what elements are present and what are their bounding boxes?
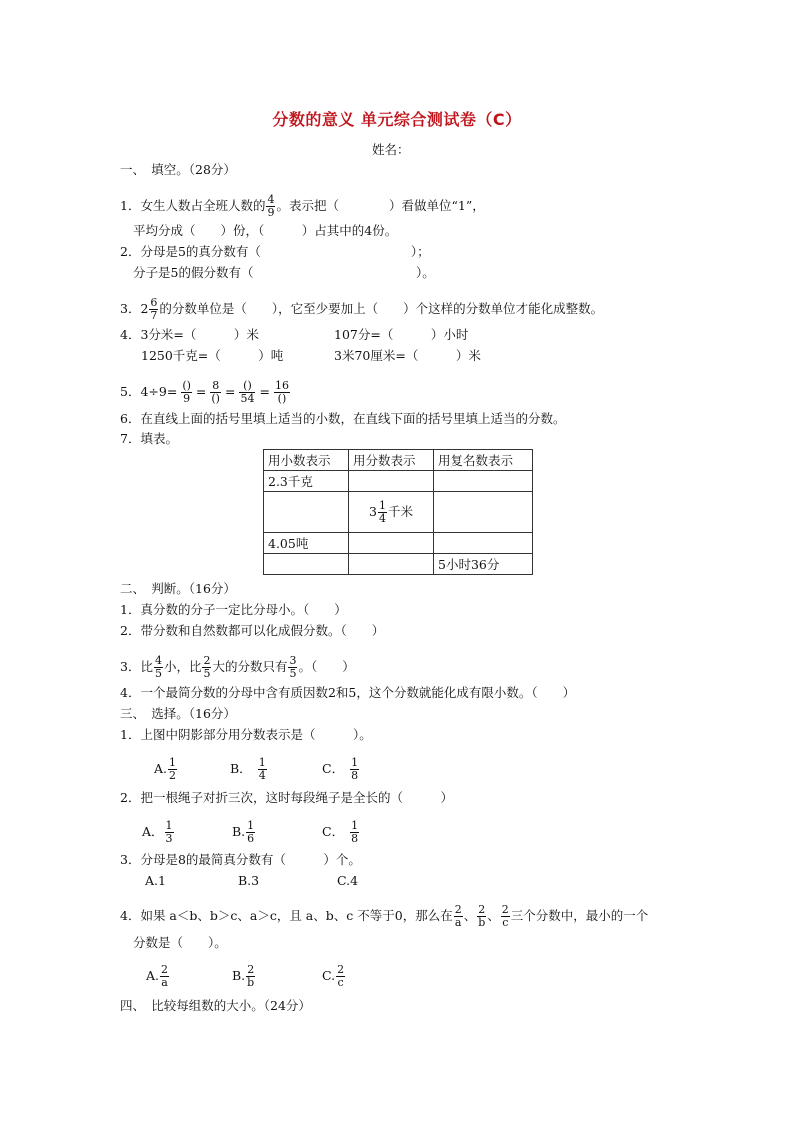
fraction-denominator: 8 bbox=[351, 832, 359, 845]
fraction-denominator: 8 bbox=[351, 769, 359, 782]
table-header-cell: 用复名数表示 bbox=[434, 450, 533, 471]
fraction-denominator: 4 bbox=[258, 769, 266, 782]
fraction-numerator: 2 bbox=[454, 903, 462, 916]
fraction-numerator: 1 bbox=[165, 819, 173, 832]
s3-q3-option-b: B.3 bbox=[238, 873, 260, 888]
table-cell bbox=[264, 492, 349, 533]
s3-q2-option-b bbox=[232, 820, 256, 845]
fraction-2-over-b bbox=[477, 904, 486, 929]
option-fraction bbox=[246, 964, 255, 989]
s1-q5-fraction-2 bbox=[210, 380, 221, 405]
fraction-numerator: 16 bbox=[274, 379, 289, 392]
fraction-2-over-a bbox=[454, 904, 463, 929]
fraction-numerator: () bbox=[239, 380, 255, 393]
mixed-fraction bbox=[378, 500, 387, 525]
s1-q6: 6．在直线上面的括号里填上适当的小数，在直线下面的括号里填上适当的分数。 bbox=[120, 411, 566, 426]
fraction-numerator: 2 bbox=[203, 654, 211, 667]
table-row bbox=[264, 554, 533, 575]
table-cell: 2.3千克 bbox=[264, 471, 349, 492]
s2-q3-text: 小，比 bbox=[163, 659, 202, 674]
table-cell bbox=[349, 492, 434, 533]
fraction-denominator: c bbox=[502, 916, 509, 929]
option-fraction bbox=[336, 964, 345, 989]
s1-q3-fraction bbox=[149, 297, 158, 322]
s1-q1-post: 。表示把（ ）看做单位“1”， bbox=[276, 198, 485, 213]
option-label: C. bbox=[322, 968, 336, 983]
table-header-row bbox=[264, 450, 533, 471]
s2-q3-fraction-2 bbox=[202, 655, 211, 680]
option-label: A． bbox=[142, 824, 164, 839]
separator: 、 bbox=[463, 908, 477, 923]
table-cell: 4.05吨 bbox=[264, 533, 349, 554]
fraction-denominator: a bbox=[161, 976, 168, 989]
section-3-heading: 三、 选择。（16分） bbox=[120, 706, 236, 721]
page-title: 分数的意义 单元综合测试卷（C） bbox=[272, 110, 522, 129]
mixed-whole: 3 bbox=[369, 503, 377, 519]
section-2-heading: 二、 判断。（16分） bbox=[120, 581, 236, 596]
fraction-numerator: 1 bbox=[258, 756, 266, 769]
s1-q1-pre: 1．女生人数占全班人数的 bbox=[120, 198, 266, 213]
fraction-denominator: 7 bbox=[150, 309, 158, 322]
option-label: B． bbox=[230, 761, 252, 776]
fraction-denominator: 9 bbox=[267, 206, 275, 219]
fraction-numerator: 8 bbox=[212, 379, 220, 392]
fraction-numerator: 1 bbox=[169, 756, 177, 769]
s1-q4-a: 4．3分米=（ ）米 bbox=[120, 327, 259, 342]
unit-label: 千米 bbox=[387, 503, 413, 519]
s3-q4-option-a bbox=[146, 964, 170, 989]
table-row bbox=[264, 533, 533, 554]
s3-q3-option-a: A.1 bbox=[145, 873, 166, 888]
fraction-denominator: c bbox=[337, 976, 344, 989]
s3-q2-option-a bbox=[142, 820, 175, 845]
table-cell bbox=[434, 533, 533, 554]
table-cell bbox=[349, 471, 434, 492]
fraction-numerator: 2 bbox=[478, 903, 486, 916]
s1-q4-c: 1250千克=（ ）吨 bbox=[141, 348, 284, 363]
s3-q1-option-c bbox=[322, 757, 360, 782]
equals-sign: = bbox=[259, 384, 270, 399]
s1-q5 bbox=[120, 380, 294, 405]
option-label: A. bbox=[154, 761, 168, 776]
s1-q5-fraction-3 bbox=[239, 380, 255, 405]
s1-q4-d: 3米70厘米=（ ）米 bbox=[334, 348, 481, 363]
fraction-numerator: 6 bbox=[150, 296, 158, 309]
s2-q3-text: 大的分数只有 bbox=[212, 659, 288, 674]
s1-q5-fraction-4 bbox=[274, 380, 290, 405]
fraction-denominator: 6 bbox=[247, 832, 255, 845]
table-cell: 5小时36分 bbox=[434, 554, 533, 575]
fraction-numerator: 2 bbox=[501, 903, 509, 916]
fraction-numerator: 1 bbox=[378, 498, 386, 512]
s2-q3-text: 3．比 bbox=[120, 659, 153, 674]
s1-q7: 7．填表。 bbox=[120, 431, 178, 446]
fraction-numerator: 3 bbox=[289, 654, 297, 667]
option-fraction bbox=[160, 964, 169, 989]
fraction-numerator: 4 bbox=[154, 654, 162, 667]
table-cell bbox=[434, 471, 533, 492]
table-cell bbox=[349, 533, 434, 554]
s2-q3-text: 。（ ） bbox=[298, 659, 355, 674]
s3-q4-line2: 分数是（ ）。 bbox=[133, 935, 227, 950]
s3-q3-option-c: C.4 bbox=[337, 873, 359, 888]
s1-q4-b: 107分=（ ）小时 bbox=[334, 327, 469, 342]
fraction-denominator: 4 bbox=[378, 511, 386, 525]
fraction-numerator: 1 bbox=[247, 819, 255, 832]
s3-q4-line1 bbox=[120, 904, 648, 929]
fraction-denominator: 5 bbox=[203, 667, 211, 680]
fraction-denominator: 3 bbox=[165, 832, 173, 845]
fraction-numerator: 1 bbox=[351, 756, 359, 769]
table-cell bbox=[349, 554, 434, 575]
separator: 、 bbox=[487, 908, 500, 923]
option-fraction bbox=[258, 757, 267, 782]
fraction-denominator: 5 bbox=[289, 667, 297, 680]
fraction-denominator: () bbox=[277, 392, 287, 405]
table-row bbox=[264, 471, 533, 492]
fraction-numerator: 2 bbox=[247, 963, 255, 976]
fraction-numerator: 2 bbox=[161, 963, 169, 976]
option-label: A. bbox=[146, 968, 160, 983]
s3-q4-text: 4．如果 a＜b、b＞c、a＞c，且 a、b、c 不等于0，那么在 bbox=[120, 908, 453, 923]
s3-q4-option-b bbox=[232, 964, 256, 989]
s2-q3-fraction-3 bbox=[288, 655, 297, 680]
table-cell bbox=[434, 492, 533, 533]
s1-q1-line1 bbox=[120, 194, 485, 219]
s2-q3 bbox=[120, 655, 355, 680]
s2-q4: 4．一个最简分数的分母中含有质因数2和5，这个分数就能化成有限小数。（ ） bbox=[120, 685, 576, 700]
equals-sign: = bbox=[195, 384, 207, 399]
s3-q4-option-c bbox=[322, 964, 346, 989]
s1-q5-pre: 5．4÷9= bbox=[120, 384, 178, 399]
option-label: B. bbox=[232, 824, 246, 839]
s1-q2-line2: 分子是5的假分数有（ ）。 bbox=[133, 265, 435, 280]
conversion-table bbox=[263, 449, 533, 575]
s2-q3-fraction-1 bbox=[154, 655, 163, 680]
s2-q2: 2．带分数和自然数都可以化成假分数。（ ） bbox=[120, 623, 385, 638]
equals-sign: = bbox=[224, 384, 236, 399]
s3-q1-stem: 1．上图中阴影部分用分数表示是（ ）。 bbox=[120, 727, 372, 742]
option-label: B. bbox=[232, 968, 246, 983]
option-fraction bbox=[350, 757, 359, 782]
s3-q2-option-c bbox=[322, 820, 360, 845]
s1-q1-fraction bbox=[266, 194, 275, 219]
s1-q1-line2: 平均分成（ ）份，（ ）占其中的4份。 bbox=[133, 223, 398, 238]
s3-q1-option-b bbox=[230, 757, 268, 782]
fraction-numerator: 2 bbox=[337, 963, 345, 976]
table-cell bbox=[264, 554, 349, 575]
fraction-numerator: 1 bbox=[351, 819, 359, 832]
option-fraction bbox=[246, 820, 255, 845]
fraction-denominator: b bbox=[478, 916, 486, 929]
option-label: C． bbox=[322, 761, 345, 776]
section-1-heading: 一、 填空。（28分） bbox=[120, 162, 236, 177]
s2-q1: 1．真分数的分子一定比分母小。（ ） bbox=[120, 602, 347, 617]
table-header-cell: 用小数表示 bbox=[264, 450, 349, 471]
fraction-denominator: 2 bbox=[169, 769, 177, 782]
s1-q3-post: 的分数单位是（ ），它至少要加上（ ）个这样的分数单位才能化成整数。 bbox=[159, 301, 604, 316]
s1-q3-pre: 3．2 bbox=[120, 301, 149, 316]
s3-q4-text: 三个分数中，最小的一个 bbox=[510, 908, 649, 923]
s3-q1-option-a bbox=[154, 757, 178, 782]
option-fraction bbox=[168, 757, 177, 782]
fraction-denominator: b bbox=[247, 976, 255, 989]
s1-q3 bbox=[120, 297, 603, 322]
s3-q3-stem: 3．分母是8的最简真分数有（ ）个。 bbox=[120, 852, 361, 867]
table-row bbox=[264, 492, 533, 533]
name-label: 姓名： bbox=[372, 142, 410, 157]
fraction-numerator: 4 bbox=[267, 193, 275, 206]
fraction-denominator: 5 bbox=[154, 667, 162, 680]
s1-q2-line1: 2．分母是5的真分数有（ ）； bbox=[120, 244, 430, 259]
fraction-2-over-c bbox=[501, 904, 510, 929]
fraction-denominator: 54 bbox=[240, 392, 255, 405]
option-fraction bbox=[165, 820, 174, 845]
table-header-cell: 用分数表示 bbox=[349, 450, 434, 471]
fraction-denominator: () bbox=[211, 392, 220, 405]
s3-q2-stem: 2．把一根绳子对折三次，这时每段绳子是全长的（ ） bbox=[120, 790, 453, 805]
option-fraction bbox=[350, 820, 359, 845]
section-4-heading: 四、 比较每组数的大小。（24分） bbox=[120, 998, 311, 1013]
fraction-denominator: a bbox=[454, 916, 462, 929]
s1-q5-fraction-1 bbox=[181, 380, 192, 405]
fraction-denominator: 9 bbox=[183, 392, 191, 405]
fraction-numerator: () bbox=[182, 379, 191, 392]
option-label: C． bbox=[322, 824, 345, 839]
